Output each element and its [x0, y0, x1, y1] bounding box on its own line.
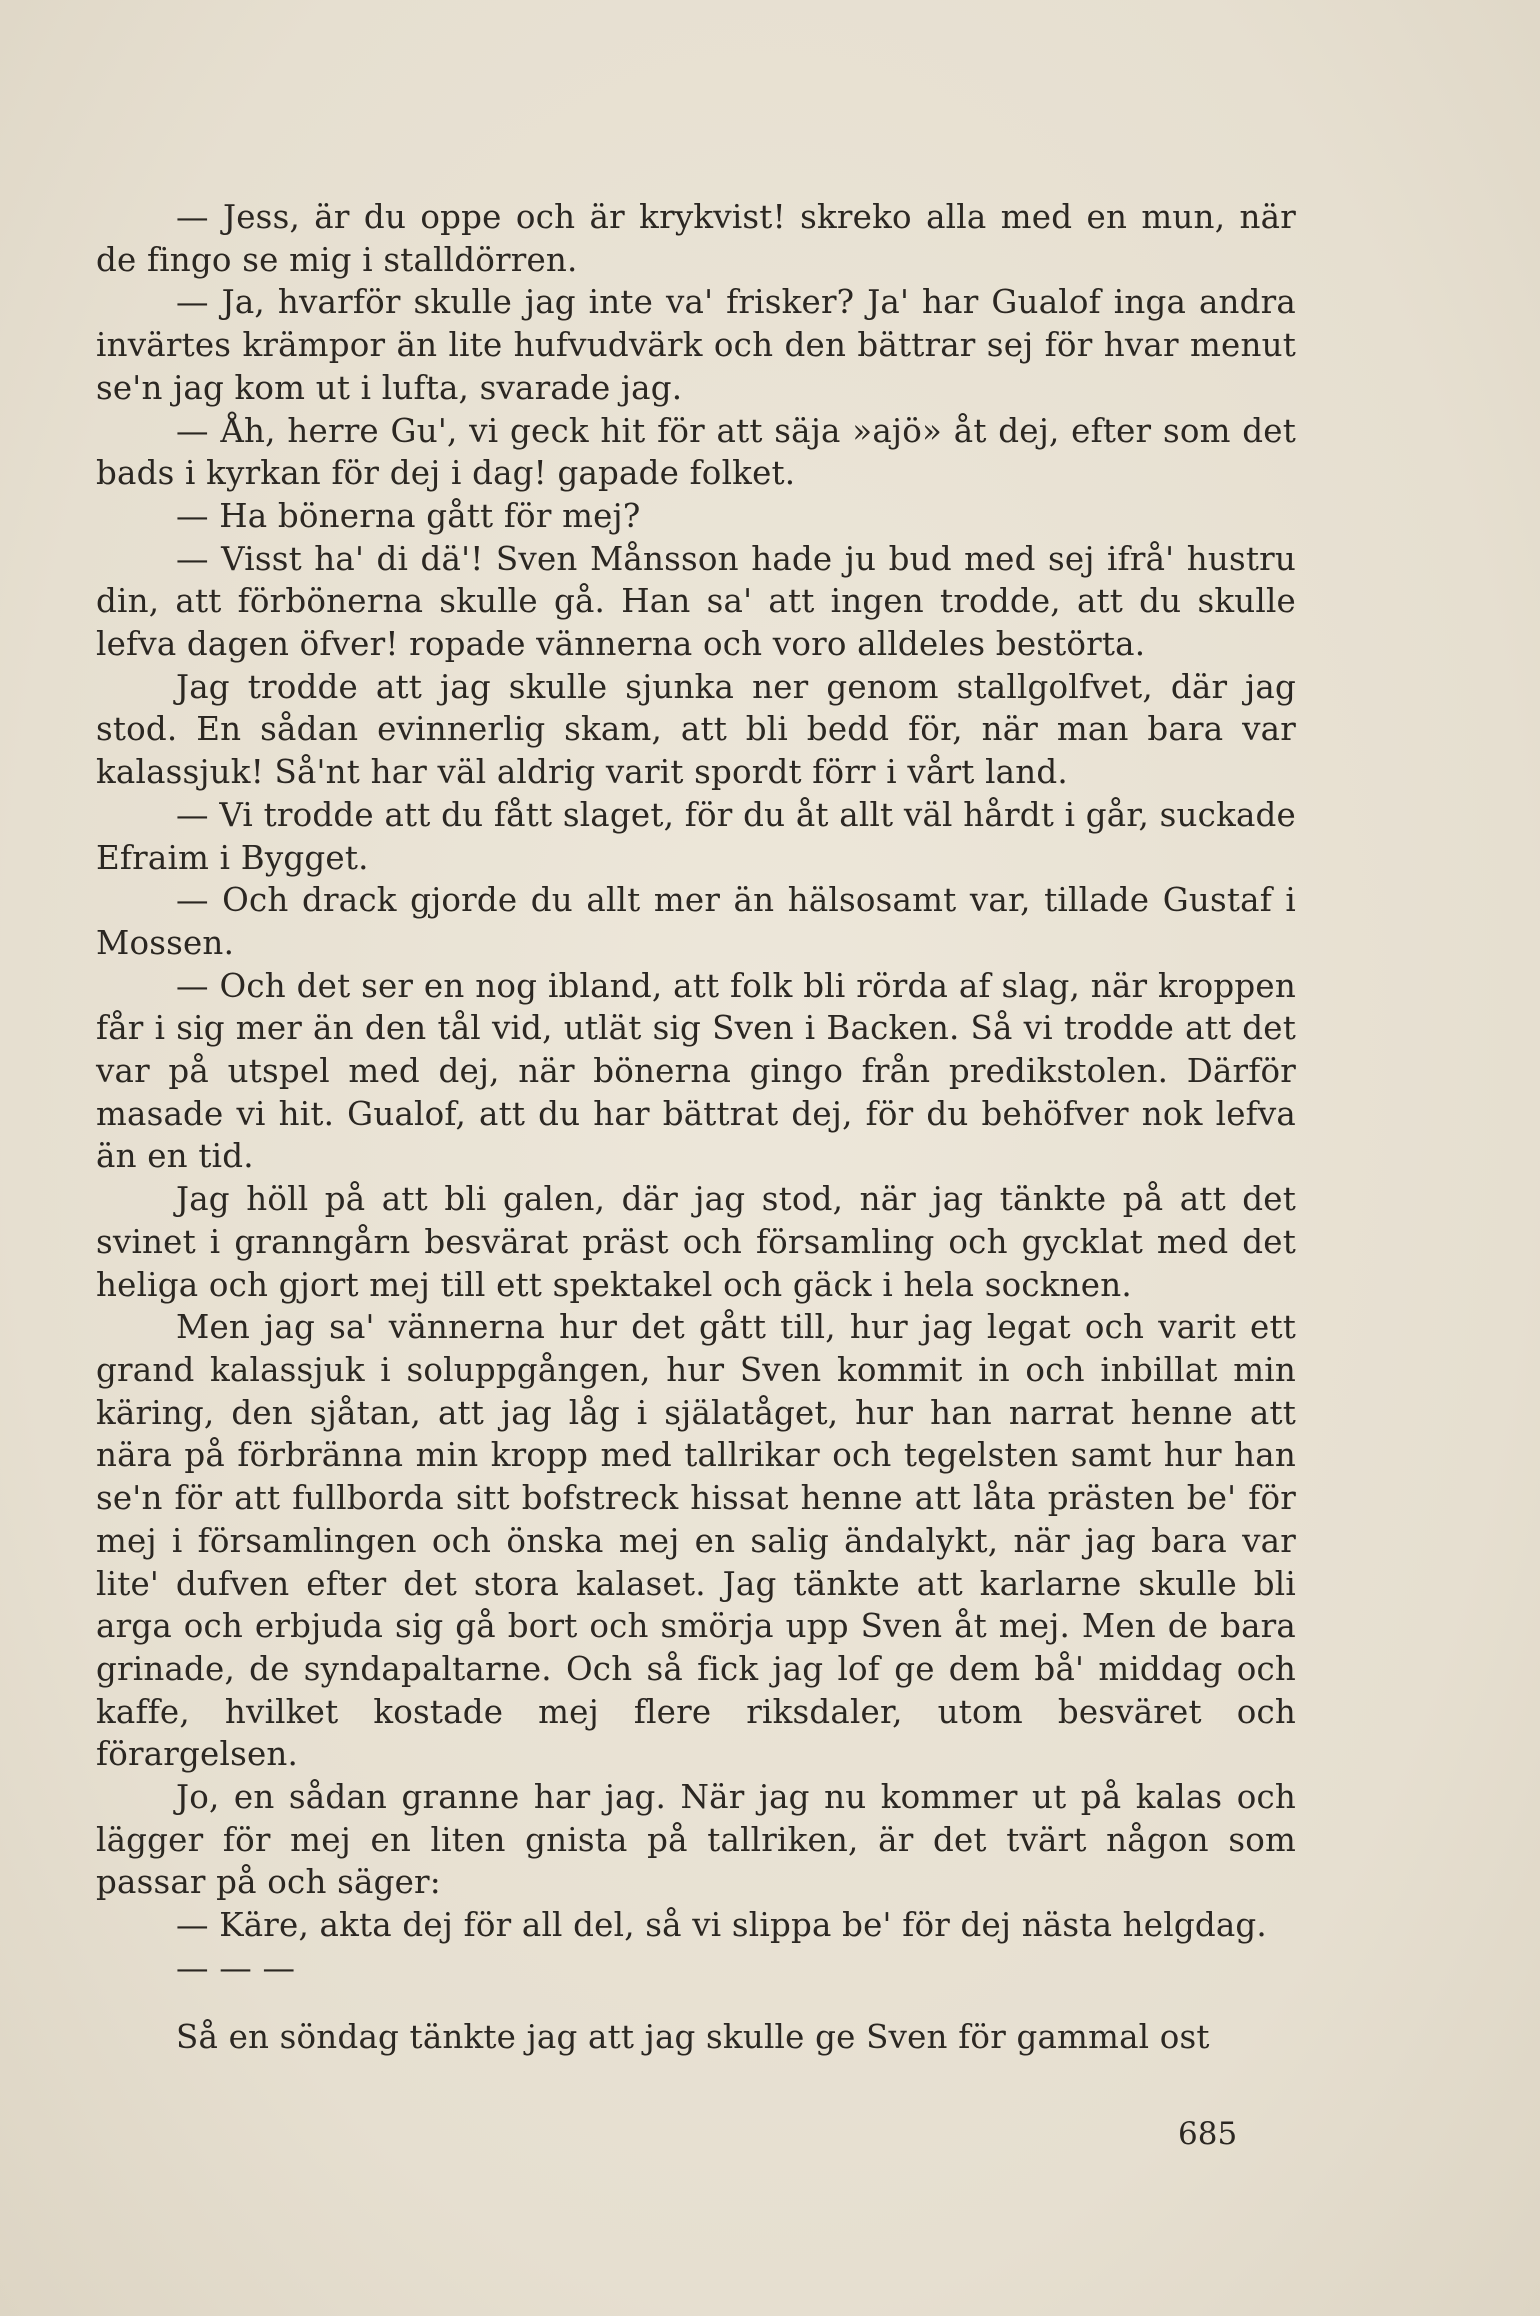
- section-gap: [96, 1990, 1296, 2016]
- page-number: 685: [1178, 2116, 1238, 2152]
- paragraph-11: Men jag sa' vännerna hur det gått till, hur jag legat och varit ett grand kalassjuk i soluppgången, hur Sven kommit in och inbillat min käring, den sjåtan, att jag låg i själatåget, hur han narrat henne att nära på förbränna min kropp med tallrikar och tegelsten samt hur han se'n för att fullborda sitt bofstreck hissat henne att låta prästen be' för mej i församlingen och önska mej en salig ändalykt, när jag bara var lite' dufven efter det stora kalaset. Jag tänkte att karlarne skulle bli arga och erbjuda sig gå bort och smörja upp Sven åt mej. Men de bara grinade, de syndapaltarne. Och så fick jag lof ge dem bå' middag och kaffe, hvilket kostade mej flere riksdaler, utom besväret och förargelsen.: [96, 1308, 1296, 1774]
- body-text: [96, 196, 1296, 2058]
- final-line: Så en söndag tänkte jag att jag skulle ge Sven för gammal ost: [176, 2017, 1210, 2056]
- paragraph-4: — Ha bönerna gått för mej?: [176, 496, 641, 535]
- paragraph-1: — Jess, är du oppe och är krykvist! skreko alla med en mun, när de fingo se mig i stalldörren.: [96, 198, 1296, 279]
- paragraph-5: — Visst ha' di dä'! Sven Månsson hade ju bud med sej ifrå' hustru din, att förbönerna skulle gå. Han sa' att ingen trodde, att du skulle lefva dagen öfver! ropade vännerna och voro alldeles bestörta.: [96, 539, 1296, 664]
- paragraph-3: — Åh, herre Gu', vi geck hit för att säja »ajö» åt dej, efter som det bads i kyrkan för dej i dag! gapade folket.: [96, 411, 1296, 493]
- paragraph-13: — Käre, akta dej för all del, så vi slippa be' för dej nästa helgdag.: [176, 1906, 1267, 1945]
- paragraph-10: Jag höll på att bli galen, där jag stod, när jag tänkte på att det svinet i granngårn besvärat präst och församling och gycklat med det heliga och gjort mej till ett spektakel och gäck i hela socknen.: [96, 1180, 1296, 1304]
- paragraph-8: — Och drack gjorde du allt mer än hälsosamt var, tillade Gustaf i Mossen.: [96, 881, 1296, 962]
- section-separator: — — —: [176, 1948, 296, 1987]
- paragraph-2: — Ja, hvarför skulle jag inte va' frisker? Ja' har Gualof inga andra invärtes krämpor än lite hufvudvärk och den bättrar sej för hvar menut se'n jag kom ut i lufta, svarade jag.: [96, 283, 1296, 407]
- paragraph-7: — Vi trodde att du fått slaget, för du åt allt väl hårdt i går, suckade Efraim i Bygget.: [96, 795, 1296, 877]
- paragraph-6: Jag trodde att jag skulle sjunka ner genom stallgolfvet, där jag stod. En sådan evinnerlig skam, att bli bedd för, när man bara var kalassjuk! Så'nt har väl aldrig varit spordt förr i vårt land.: [96, 667, 1296, 792]
- paragraph-9: — Och det ser en nog ibland, att folk bli rörda af slag, när kroppen får i sig mer än den tål vid, utlät sig Sven i Backen. Så vi trodde att det var på utspel med dej, när bönerna gingo från predikstolen. Därför masade vi hit. Gualof, att du har bättrat dej, för du behöfver nok lefva än en tid.: [96, 966, 1296, 1176]
- paragraph-12: Jo, en sådan granne har jag. När jag nu kommer ut på kalas och lägger för mej en liten gnista på tallriken, är det tvärt någon som passar på och säger:: [96, 1778, 1296, 1902]
